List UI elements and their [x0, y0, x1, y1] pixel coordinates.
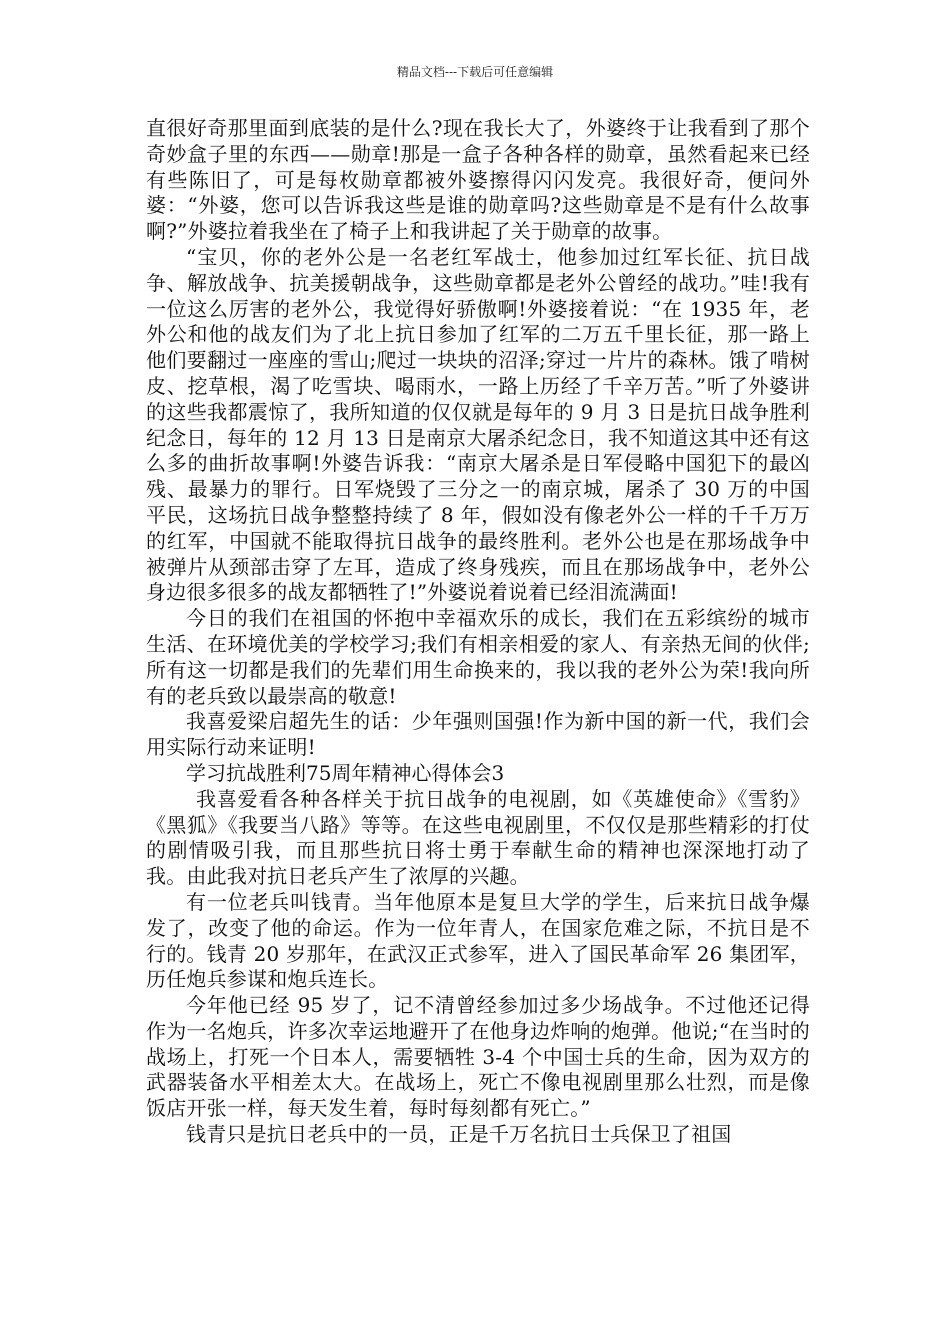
paragraph-qian-qing: 有一位老兵叫钱青。当年他原本是复旦大学的学生，后来抗日战争爆发了，改变了他的命运。作为一位年青人，在国家危难之际，不抗日是不行的。钱青 20 岁那年，在武汉正式参军，进入了国民革命军 26 集团军，历任炮兵参谋和炮兵连长。: [146, 889, 810, 992]
paragraph-liang-qichao: 我喜爱梁启超先生的话：少年强则国强!作为新中国的新一代，我们会用实际行动来证明!: [146, 709, 810, 760]
paragraph-grandmother-story: “宝贝，你的老外公是一名老红军战士，他参加过红军长征、抗日战争、解放战争、抗美援朝战争，这些勋章都是老外公曾经的战功。”哇!我有一位这么厉害的老外公，我觉得好骄傲啊!外婆接着说：“在 1935 年，老外公和他的战友们为了北上抗日参加了红军的二万五千里长征，那一路上他们要翻过一座座的雪山;爬过一块块的沼泽;穿过一片片的森林。饿了啃树皮、挖草根，渴了吃雪块、喝雨水，一路上历经了千辛万苦。”听了外婆讲的这些我都震惊了，我所知道的仅仅就是每年的 9 月 3 日是抗日战争胜利纪念日，每年的 12 月 13 日是南京大屠杀纪念日，我不知道这其中还有这么多的曲折故事啊!外婆告诉我：“南京大屠杀是日军侵略中国犯下的最凶残、最暴力的罪行。日军烧毁了三分之一的南京城，屠杀了 30 万的中国平民，这场抗日战争整整持续了 8 年，假如没有像老外公一样的千千万万的红军，中国就不能取得抗日战争的最终胜利。老外公也是在那场战争中被弹片从颈部击穿了左耳，造成了终身残疾，而且在那场战争中，老外公身边很多很多的战友都牺牲了!”外婆说着说着已经泪流满面!: [146, 244, 810, 605]
paragraph-age-95: 今年他已经 95 岁了，记不清曾经参加过多少场战争。不过他还记得作为一名炮兵，许多次幸运地避开了在他身边炸响的炮弹。他说;“在当时的战场上，打死一个日本人，需要牺牲 3-4 个中国士兵的生命，因为双方的武器装备水平相差太大。在战场上，死亡不像电视剧里那么壮烈，而是像饭店开张一样，每天发生着，每时每刻都有死亡。”: [146, 993, 810, 1121]
paragraph-veteran-member: 钱青只是抗日老兵中的一员，正是千万名抗日士兵保卫了祖国: [186, 1122, 732, 1147]
paragraph-tv-dramas: 我喜爱看各种各样关于抗日战争的电视剧，如《英雄使命》《雪豹》《黑狐》《我要当八路》等等。在这些电视剧里，不仅仅是那些精彩的打仗的剧情吸引我，而且那些抗日将士勇于奉献生命的精神也深深地打动了我。由此我对抗日老兵产生了浓厚的兴趣。: [146, 786, 810, 889]
section-title: 学习抗战胜利75周年精神心得体会3: [186, 760, 505, 785]
paragraph-medals-intro: 直很好奇那里面到底装的是什么?现在我长大了，外婆终于让我看到了那个奇妙盒子里的东西——勋章!那是一盒子各种各样的勋章，虽然看起来已经有些陈旧了，可是每枚勋章都被外婆擦得闪闪发亮。我很好奇，便问外婆：“外婆，您可以告诉我这些是谁的勋章吗?这些勋章是不是有什么故事啊?”外婆拉着我坐在了椅子上和我讲起了关于勋章的故事。: [146, 116, 810, 244]
page-header: 精品文档---下载后可任意编辑: [396, 65, 554, 79]
paragraph-today: 今日的我们在祖国的怀抱中幸福欢乐的成长，我们在五彩缤纷的城市生活、在环境优美的学校学习;我们有相亲相爱的家人、有亲热无间的伙伴;所有这一切都是我们的先辈们用生命换来的，我以我的老外公为荣!我向所有的老兵致以最崇高的敬意!: [146, 606, 810, 708]
document-body: [146, 116, 810, 1148]
